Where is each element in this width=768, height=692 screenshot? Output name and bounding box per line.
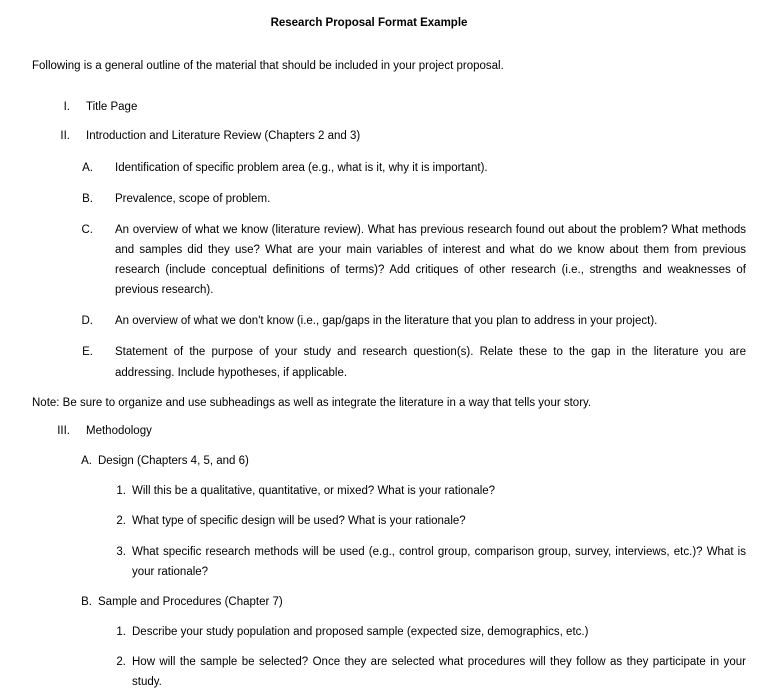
outline-text: An overview of what we don't know (i.e., gap/gaps in the literature that you plan to address in your project). <box>115 315 658 328</box>
outline-item-3 <box>50 421 746 441</box>
outline-subitem-2b <box>77 189 746 209</box>
page-title: Research Proposal Format Example <box>270 17 468 29</box>
outline-marker: C. <box>81 223 93 236</box>
outline-text: Prevalence, scope of problem. <box>115 192 271 205</box>
outline-subsubitem-3a2 <box>114 511 746 531</box>
outline-marker: 1. <box>116 625 126 638</box>
outline-subitem-3b <box>78 592 746 612</box>
outline-subsubitem-3b1 <box>114 622 746 642</box>
outline-marker: 1. <box>116 485 126 498</box>
outline-text: Design (Chapters 4, 5, and 6) <box>98 455 249 468</box>
outline-text: What type of specific design will be used? What is your rationale? <box>132 515 466 528</box>
outline-text: Introduction and Literature Review (Chapters 2 and 3) <box>86 130 361 143</box>
outline-marker: D. <box>81 315 93 328</box>
outline-marker: B. <box>82 192 93 205</box>
outline-text: How will the sample be selected? Once they are selected what procedures will they follow as they participate in your study. <box>132 656 746 689</box>
outline-subitem-3a <box>78 451 746 471</box>
outline-marker: A. <box>81 455 92 468</box>
outline-text: Sample and Procedures (Chapter 7) <box>98 595 283 608</box>
intro-paragraph: Following is a general outline of the material that should be included in your project proposal. <box>32 60 504 73</box>
outline-text: Describe your study population and proposed sample (expected size, demographics, etc.) <box>132 625 589 638</box>
outline-subitem-2d <box>77 311 746 331</box>
outline-text: What specific research methods will be used (e.g., control group, comparison group, survey, interviews, etc.)? What is your rationale? <box>132 545 746 578</box>
outline-list <box>22 97 746 382</box>
outline-text: Statement of the purpose of your study and research question(s). Relate these to the gap in the literature you are addressing. Include hypotheses, if applicable. <box>115 346 746 379</box>
outline-marker: I. <box>63 101 70 114</box>
outline-list-methodology <box>22 421 746 692</box>
outline-subitem-2a <box>77 158 746 178</box>
outline-marker: A. <box>82 161 93 174</box>
outline-text: Will this be a qualitative, quantitative, or mixed? What is your rationale? <box>132 485 496 498</box>
outline-text: Methodology <box>86 425 152 438</box>
outline-subsubitem-3a1 <box>114 481 746 501</box>
outline-marker: B. <box>81 595 92 608</box>
outline-marker: III. <box>57 425 70 438</box>
outline-marker: 2. <box>116 656 126 669</box>
outline-marker: 3. <box>116 545 126 558</box>
outline-subsubitem-3a3 <box>114 542 746 582</box>
outline-marker: E. <box>82 346 93 359</box>
outline-item-2 <box>50 126 746 146</box>
outline-subsubitem-3b2 <box>114 652 746 692</box>
outline-text: Identification of specific problem area (e.g., what is it, why it is important). <box>115 161 488 174</box>
outline-text: An overview of what we know (literature review). What has previous research found out about the problem? What methods and samples did they use? What are your main variables of interest and what do we know about them from previous research (include conceptual definitions of terms)? Add critiques of other research (i.e., strengths and weaknesses of previous research). <box>115 223 746 297</box>
outline-marker: II. <box>60 130 70 143</box>
outline-text: Title Page <box>86 101 138 114</box>
outline-item-1 <box>50 97 746 117</box>
outline-marker: 2. <box>116 515 126 528</box>
outline-subitem-2c <box>77 220 746 301</box>
outline-subitem-2e <box>77 342 746 382</box>
note-paragraph: Note: Be sure to organize and use subheadings as well as integrate the literature in a way that tells your story. <box>32 396 592 409</box>
